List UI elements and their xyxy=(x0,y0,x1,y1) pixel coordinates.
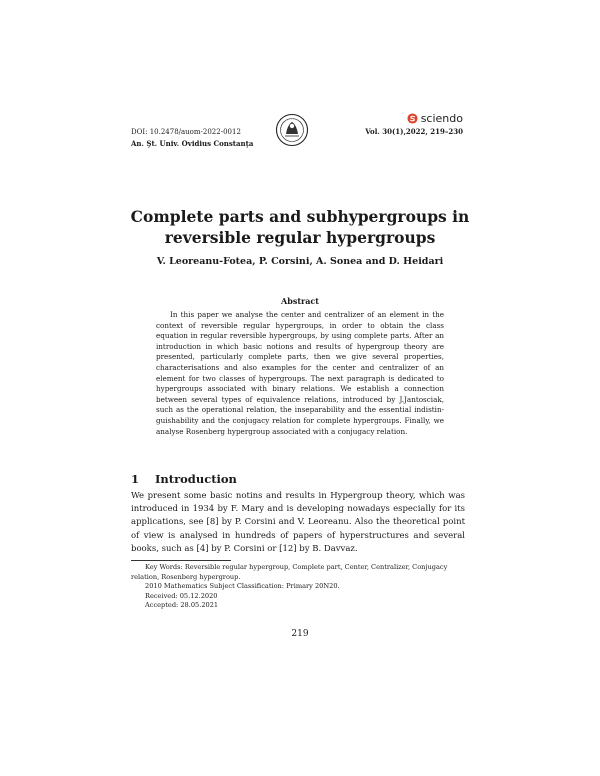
footnote-keywords: Key Words: Reversible regular hypergroup, Complete part, Center, Centralizer, Conjugacy relation, Rosenberg hypergroup. xyxy=(131,563,448,581)
authors: V. Leoreanu-Fotea, P. Corsini, A. Sonea and D. Heidari xyxy=(156,256,444,267)
title-line-1: Complete parts and subhypergroups in xyxy=(130,207,470,226)
section-heading xyxy=(131,472,237,486)
title-line-2: reversible regular hypergroups xyxy=(164,228,436,247)
page-number: 219 xyxy=(291,629,309,639)
publisher-name: sciendo xyxy=(420,112,463,125)
page-header xyxy=(131,113,463,153)
footnote-msc: 2010 Mathematics Subject Classification: Primary 20N20. xyxy=(145,582,340,590)
section-title: Introduction xyxy=(155,472,237,486)
abstract-heading: Abstract xyxy=(281,296,319,306)
abstract-body: In this paper we analyse the center and centralizer of an element in the context of reversible regular hypergroups, in order to obtain the class equation in regular reversible hypergroups, by using complete parts. After an introduction in which basic notions and results of hypergroup theory are presented, particularly complete parts, then we give several properties, characterisations and also examples for the center and centralizer of an element for two classes of hypergroups. The next paragraph is dedicated to hypergroups associated with binary relations. We establish a connection between several types of equivalence relations, introduced by J.Jantosciak, such as the operational relation, the inseparability and the essential indistin-guishability and the conjugacy relation for complete hypergroups. Finally, we analyse Rosenberg hypergroup associated with a conjugacy relation. xyxy=(156,310,444,436)
footnote-divider xyxy=(131,560,231,561)
volume-info: Vol. 30(1),2022, 219–230 xyxy=(365,127,463,136)
publisher-logo xyxy=(365,113,463,124)
header-left xyxy=(131,127,253,149)
section-number: 1 xyxy=(131,472,140,486)
footnote-received: Received: 05.12.2020 xyxy=(145,591,218,600)
paper-title xyxy=(100,206,500,248)
intro-paragraph: We present some basic notins and results in Hypergroup theory, which was introduced in 1934 by F. Mary and is developing nowadays especially for its applications, see [8] by P. Corsini and V. Leoreanu. Also the theoretical point of view is analysed in hundreds of papers of hyperstructures and several books, such as [4] by P. Corsini or [12] by B. Davvaz. xyxy=(131,491,465,554)
header-right xyxy=(365,113,463,137)
journal-name: An. Şt. Univ. Ovidius Constanţa xyxy=(131,139,254,148)
university-seal-icon xyxy=(275,113,309,147)
doi: DOI: 10.2478/auom-2022-0012 xyxy=(131,128,241,136)
sciendo-logo-icon xyxy=(407,113,418,124)
footnote-accepted: Accepted: 28.05.2021 xyxy=(145,601,219,609)
footnotes xyxy=(131,563,465,611)
